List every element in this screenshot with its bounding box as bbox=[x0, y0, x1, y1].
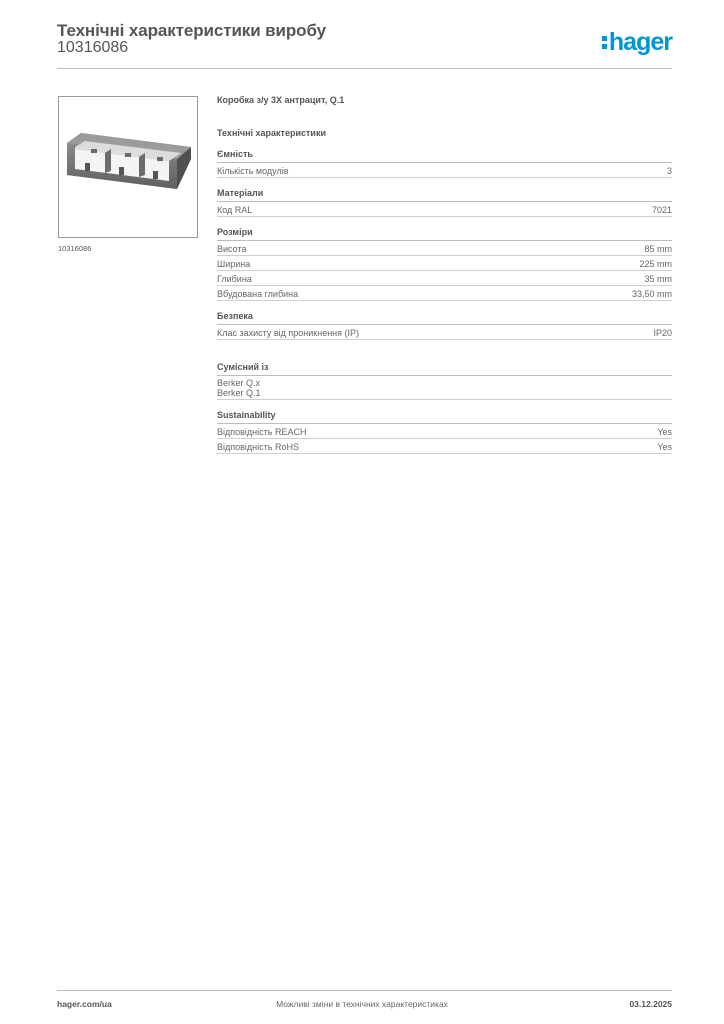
spec-value: 35 mm bbox=[644, 274, 672, 284]
list-item: Berker Q.1 bbox=[217, 388, 261, 398]
spec-row bbox=[217, 271, 672, 286]
product-image bbox=[58, 96, 198, 238]
group-title: Сумісний із bbox=[217, 362, 672, 376]
spec-value: 7021 bbox=[651, 205, 672, 215]
spec-group-materials bbox=[217, 188, 672, 217]
logo-text: hager bbox=[608, 28, 672, 56]
spec-value: 3 bbox=[666, 166, 672, 176]
spec-row bbox=[217, 202, 672, 217]
spec-group-safety bbox=[217, 311, 672, 340]
group-title: Безпека bbox=[217, 311, 672, 325]
spec-value: IP20 bbox=[653, 328, 672, 338]
product-code: 10316086 bbox=[57, 39, 129, 56]
product-name: Коробка з/у 3X антрацит, Q.1 bbox=[217, 95, 345, 105]
spec-label: Код RAL bbox=[217, 205, 253, 215]
spec-label: Відповідність RoHS bbox=[217, 442, 299, 452]
spec-row bbox=[217, 241, 672, 256]
spec-group-compatible bbox=[217, 362, 672, 400]
spec-value: 85 mm bbox=[644, 244, 672, 254]
group-title: Sustainability bbox=[217, 410, 672, 424]
footer-date: 03.12.2025 bbox=[629, 999, 672, 1009]
compatible-list bbox=[217, 376, 672, 400]
header-divider bbox=[57, 68, 672, 69]
spec-group-sustainability bbox=[217, 410, 672, 454]
specs-heading: Технічні характеристики bbox=[217, 128, 326, 138]
product-frame-illustration-icon bbox=[59, 97, 197, 237]
spec-row bbox=[217, 439, 672, 454]
spec-row bbox=[217, 163, 672, 178]
spec-label: Ширина bbox=[217, 259, 251, 269]
list-item: Berker Q.x bbox=[217, 378, 261, 388]
spec-label: Висота bbox=[217, 244, 247, 254]
logo-colon-icon bbox=[602, 32, 608, 52]
hager-logo bbox=[602, 28, 672, 56]
spec-label: Глибина bbox=[217, 274, 252, 284]
spec-row bbox=[217, 256, 672, 271]
group-title: Ємність bbox=[217, 149, 672, 163]
footer-website-link[interactable]: hager.com/ua bbox=[57, 999, 112, 1009]
spec-row bbox=[217, 286, 672, 301]
spec-label: Клас захисту від проникнення (IP) bbox=[217, 328, 360, 338]
spec-group-dimensions bbox=[217, 227, 672, 301]
spec-value: Yes bbox=[657, 427, 672, 437]
spec-value: Yes bbox=[657, 442, 672, 452]
spec-label: Кількість модулів bbox=[217, 166, 289, 176]
spec-value: 225 mm bbox=[639, 259, 672, 269]
footer-divider bbox=[57, 990, 672, 991]
spec-row bbox=[217, 424, 672, 439]
spec-value: 33,50 mm bbox=[631, 289, 672, 299]
spec-content bbox=[217, 95, 672, 464]
footer-note: Можливі зміни в технічних характеристиках bbox=[276, 999, 448, 1009]
spec-label: Вбудована глибина bbox=[217, 289, 299, 299]
page-title: Технічні характеристики виробу bbox=[57, 21, 326, 40]
group-title: Розміри bbox=[217, 227, 672, 241]
group-title: Матеріали bbox=[217, 188, 672, 202]
spec-group-capacity bbox=[217, 149, 672, 178]
spec-row bbox=[217, 325, 672, 340]
image-caption: 10316086 bbox=[58, 244, 92, 253]
spec-label: Відповідність REACH bbox=[217, 427, 307, 437]
